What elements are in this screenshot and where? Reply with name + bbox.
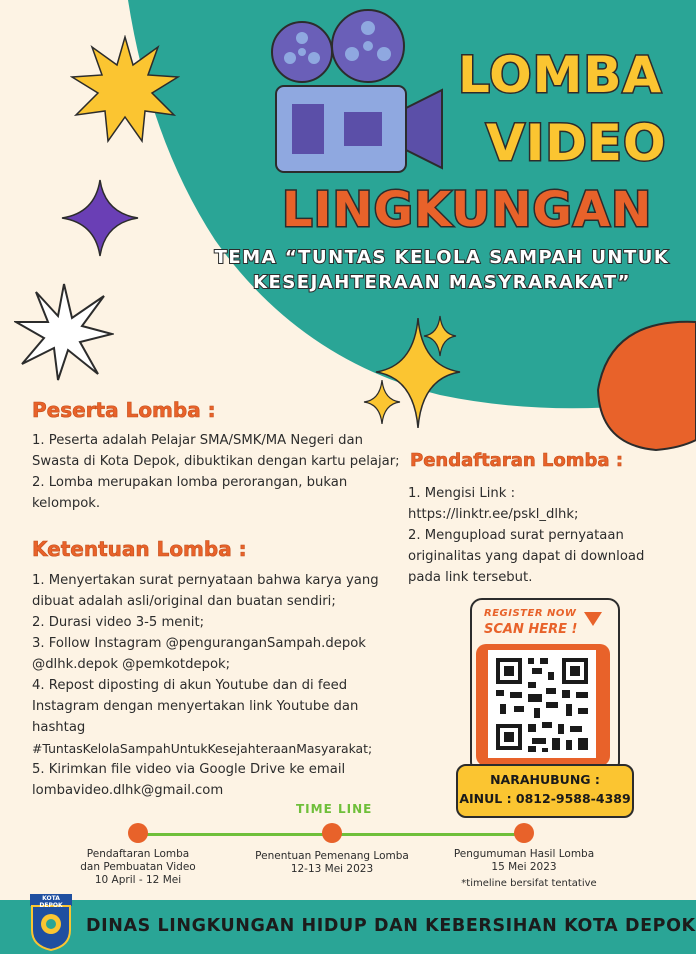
ketentuan-line: 4. Repost diposting di akun Youtube dan di feed — [32, 678, 348, 693]
peserta-list — [32, 430, 412, 514]
title-line-2: VIDEO — [486, 114, 667, 172]
outline-star-icon — [14, 282, 114, 382]
peserta-heading: Peserta Lomba : — [32, 398, 216, 422]
pendaftaran-list — [408, 483, 678, 588]
title-line-1: LOMBA — [458, 46, 663, 104]
pendaftaran-line[interactable]: https://linktr.ee/pskl_dlhk; — [408, 507, 579, 522]
narahubung-label: NARAHUBUNG : — [490, 772, 600, 787]
timeline-event-text: Pengumuman Hasil Lomba — [453, 848, 595, 860]
register-line-1: REGISTER NOW — [484, 608, 577, 619]
register-line-2: SCAN HERE ! — [484, 622, 578, 637]
sparkle-icons — [360, 310, 470, 440]
timeline-event-text: dan Pembuatan Video — [80, 861, 196, 873]
ketentuan-line: 1. Menyertakan surat pernyataan bahwa karya yang — [32, 573, 379, 588]
ketentuan-line: lombavideo.dlhk@gmail.com — [32, 783, 224, 798]
timeline-heading: TIME LINE — [296, 802, 373, 816]
ketentuan-line: 5. Kirimkan file video via Google Drive ke email — [32, 762, 346, 777]
ketentuan-heading: Ketentuan Lomba : — [32, 537, 247, 561]
ketentuan-line: 3. Follow Instagram @penguranganSampah.depok — [32, 636, 366, 651]
pendaftaran-line: originalitas yang dapat di download — [408, 549, 645, 564]
timeline-dot — [514, 823, 534, 843]
purple-star-icon — [60, 178, 140, 258]
ketentuan-line: 2. Durasi video 3-5 menit; — [32, 615, 205, 630]
tema-line-1: TEMA “TUNTAS KELOLA SAMPAH UNTUK — [214, 247, 670, 268]
timeline-event-text: 15 Mei 2023 — [491, 861, 557, 873]
ketentuan-line: dibuat adalah asli/original dan buatan sendiri; — [32, 594, 336, 609]
timeline-dot — [128, 823, 148, 843]
peserta-line: Swasta di Kota Depok, dibuktikan dengan kartu pelajar; — [32, 454, 400, 469]
timeline-event-1 — [58, 848, 218, 887]
peserta-line: kelompok. — [32, 496, 101, 511]
peserta-line: 1. Peserta adalah Pelajar SMA/SMK/MA Negeri dan — [32, 433, 363, 448]
footer-text: DINAS LINGKUNGAN HIDUP DAN KEBERSIHAN KOTA DEPOK — [86, 916, 696, 936]
timeline-event-text: Pendaftaran Lomba — [86, 848, 190, 860]
pendaftaran-line: pada link tersebut. — [408, 570, 533, 585]
pendaftaran-line: 2. Mengupload surat pernyataan — [408, 528, 624, 543]
video-camera-icon — [268, 8, 448, 178]
pendaftaran-heading: Pendaftaran Lomba : — [410, 450, 624, 471]
timeline-event-text: 10 April - 12 Mei — [94, 874, 182, 886]
timeline-event-text: 12-13 Mei 2023 — [290, 863, 374, 875]
ketentuan-list — [32, 570, 432, 801]
ketentuan-line: @dlhk.depok @pemkotdepok; — [32, 657, 231, 672]
timeline-event-text: Penentuan Pemenang Lomba — [255, 850, 409, 862]
timeline-note: *timeline bersifat tentative — [461, 878, 597, 889]
pendaftaran-line: 1. Mengisi Link : — [408, 486, 516, 501]
footer — [0, 895, 696, 954]
triangle-down-icon — [582, 610, 604, 628]
timeline-event-3 — [444, 848, 604, 874]
ketentuan-line: hashtag — [32, 720, 86, 735]
ketentuan-line: #TuntasKelolaSampahUntukKesejahteraanMasyarakat; — [32, 741, 373, 756]
timeline-event-2 — [252, 850, 412, 876]
tema-line-2: KESEJAHTERAAN MASYRARAKAT” — [253, 272, 631, 293]
narahubung-box — [456, 764, 634, 818]
narahubung-contact[interactable]: AINUL : 0812-9588-4389 — [459, 791, 631, 806]
ketentuan-line: Instagram dengan menyertakan link Youtube dan — [32, 699, 359, 714]
footer-logo-label: KOTA DEPOK — [39, 895, 63, 909]
title-line-3: LINGKUNGAN — [282, 182, 653, 238]
timeline-dot — [322, 823, 342, 843]
peserta-line: 2. Lomba merupakan lomba perorangan, bukan — [32, 475, 348, 490]
sunburst-icon — [70, 35, 180, 145]
qr-code-icon[interactable] — [488, 650, 596, 758]
